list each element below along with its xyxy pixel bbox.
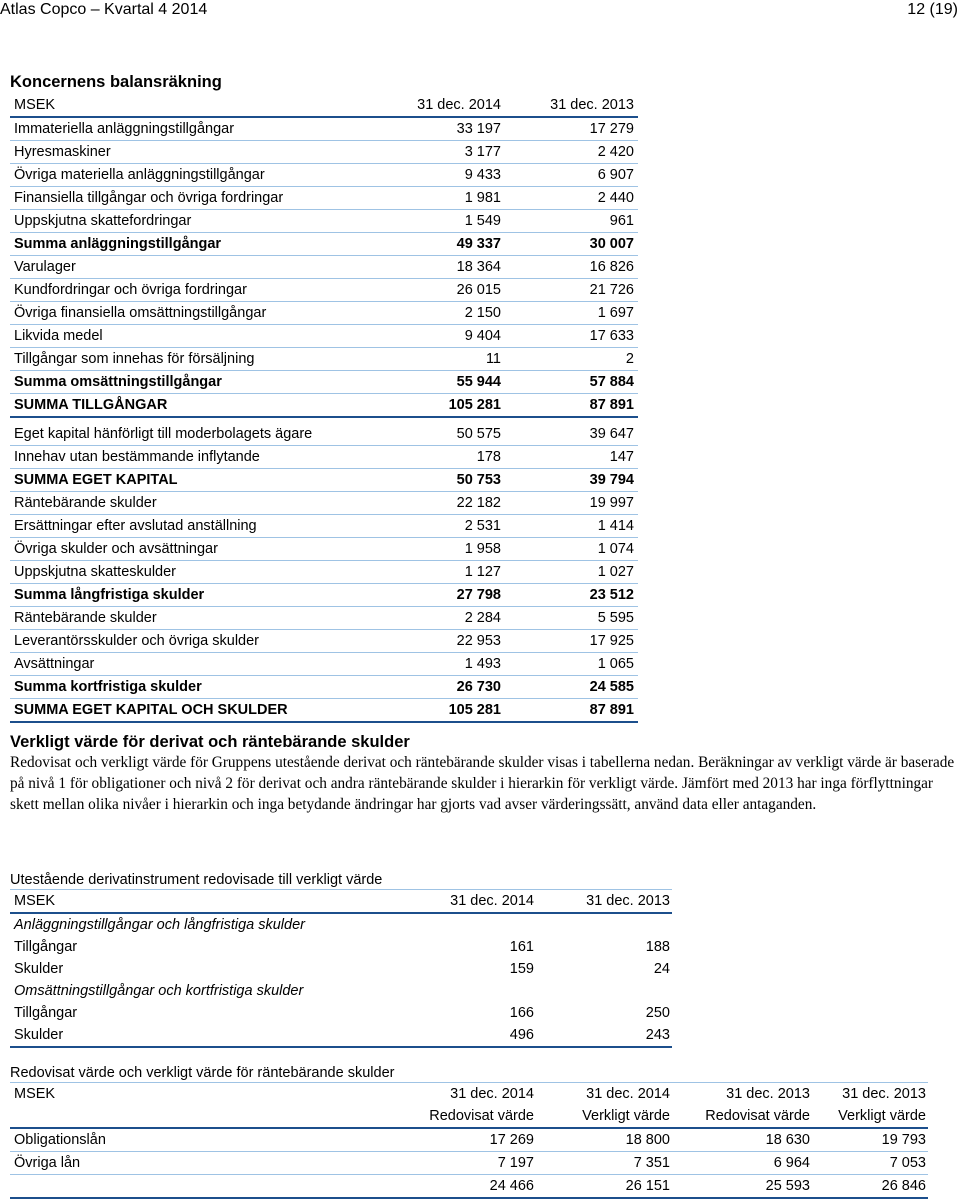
value-2014: 1 549 (464, 213, 501, 229)
value-2014: 178 (476, 449, 501, 465)
table-row (10, 256, 638, 279)
value-2014: 11 (485, 351, 501, 367)
value-2013: 1 414 (597, 518, 634, 534)
value-2014: 50 753 (456, 472, 501, 488)
value-2013: 16 826 (589, 259, 634, 275)
table-row (10, 279, 638, 302)
row-label: Uppskjutna skatteskulder (14, 564, 176, 580)
value-2014: 2 284 (464, 610, 501, 626)
row-label: Summa anläggningstillgångar (14, 236, 222, 252)
value-2013: 57 884 (589, 374, 634, 390)
value-2014: 49 337 (456, 236, 501, 252)
group-label: Anläggningstillgångar och långfristiga skulder (14, 917, 305, 933)
row-label: Likvida medel (14, 328, 103, 344)
value-2013: 2 440 (597, 190, 634, 206)
table-row (10, 302, 638, 325)
table-header-row (10, 94, 638, 118)
table-header-row (10, 889, 672, 914)
table-subheader-row (10, 1105, 928, 1129)
value-2013: 961 (609, 213, 634, 229)
value-2014: 105 281 (448, 397, 501, 413)
value: 18 630 (765, 1132, 810, 1148)
subtotal-row (10, 584, 638, 607)
header-date-3: 31 dec. 2013 (726, 1086, 810, 1102)
row-label: Innehav utan bestämmande inflytande (14, 449, 260, 465)
header-msek: MSEK (14, 97, 56, 113)
table-row (10, 515, 638, 538)
value-2014: 1 493 (464, 656, 501, 672)
value: 19 793 (881, 1132, 926, 1148)
row-label: Eget kapital hänförligt till moderbolagets ägare (14, 426, 313, 442)
table-row (10, 1002, 672, 1024)
value-2014: 9 404 (464, 328, 501, 344)
value-2013: 1 027 (597, 564, 634, 580)
value-2013: 243 (645, 1027, 670, 1043)
value-2014: 159 (509, 961, 534, 977)
row-label: Övriga lån (14, 1155, 81, 1171)
subheader-book-value-2014: Redovisat värde (429, 1108, 534, 1124)
fair-value-table-title: Redovisat värde och verkligt värde för räntebärande skulder (10, 1065, 395, 1081)
group-label: Omsättningstillgångar och kortfristiga skulder (14, 983, 304, 999)
subtotal-row (10, 469, 638, 492)
value-2013: 6 907 (597, 167, 634, 183)
value-2014: 161 (509, 939, 534, 955)
table-row (10, 958, 672, 980)
header-2014: 31 dec. 2014 (450, 893, 534, 909)
value-2013: 250 (645, 1005, 670, 1021)
value-2013: 2 420 (597, 144, 634, 160)
row-label: Tillgångar som innehas för försäljning (14, 351, 255, 367)
table-row (10, 325, 638, 348)
group-heading (10, 914, 672, 936)
fair-value-section-title: Verkligt värde för derivat och räntebärande skulder (10, 733, 410, 751)
value: 7 053 (889, 1155, 926, 1171)
value: 26 846 (881, 1178, 926, 1194)
row-label: Tillgångar (14, 939, 78, 955)
table-row (10, 1152, 928, 1175)
table-row (10, 1129, 928, 1152)
header-2013: 31 dec. 2013 (586, 893, 670, 909)
table-row (10, 348, 638, 371)
row-label: Summa omsättningstillgångar (14, 374, 222, 390)
row-label: Avsättningar (14, 656, 95, 672)
row-label: Kundfordringar och övriga fordringar (14, 282, 247, 298)
value-2013: 23 512 (589, 587, 634, 603)
fair-value-paragraph: Redovisat och verkligt värde för Gruppens utestående derivat och räntebärande skulder visas i tabellerna nedan. Beräkningar av verkligt värde är baserade på nivå 1 för obligationer och nivå 2 för derivat och andra räntebärande skulder i hierarkin för verkligt värde. Jämfört med 2013 har inga förflyttningar skett mellan olika nivåer i hierarkin och inga betydande ändringar har gjorts vad avser värderingssätt, använd data eller antaganden. (10, 754, 955, 814)
row-label: Obligationslån (14, 1132, 106, 1148)
header-msek: MSEK (14, 1086, 56, 1102)
page-number: 12 (19) (907, 1, 958, 18)
value-2014: 2 150 (464, 305, 501, 321)
table-row (10, 118, 638, 141)
value-2013: 1 065 (597, 656, 634, 672)
row-label: Skulder (14, 1027, 64, 1043)
header-2013: 31 dec. 2013 (550, 97, 634, 113)
row-label: Summa kortfristiga skulder (14, 679, 202, 695)
header-2014: 31 dec. 2014 (417, 97, 501, 113)
value-2014: 22 182 (456, 495, 501, 511)
total-row (10, 1175, 928, 1199)
table-row (10, 630, 638, 653)
value-2013: 5 595 (597, 610, 634, 626)
total-row (10, 394, 638, 418)
value-2014: 26 730 (456, 679, 501, 695)
row-label: Ersättningar efter avslutad anställning (14, 518, 257, 534)
balance-sheet-title: Koncernens balansräkning (10, 73, 222, 91)
table-row (10, 423, 638, 446)
row-label: Hyresmaskiner (14, 144, 111, 160)
value: 17 269 (489, 1132, 534, 1148)
row-label: SUMMA TILLGÅNGAR (14, 397, 168, 413)
row-label: SUMMA EGET KAPITAL (14, 472, 178, 488)
value-2014: 50 575 (456, 426, 501, 442)
balance-sheet-assets-table (10, 94, 638, 418)
value-2013: 1 697 (597, 305, 634, 321)
table-row (10, 164, 638, 187)
header-date-2: 31 dec. 2014 (586, 1086, 670, 1102)
row-label: Varulager (14, 259, 76, 275)
row-label: Skulder (14, 961, 64, 977)
header-date-4: 31 dec. 2013 (842, 1086, 926, 1102)
value-2014: 166 (509, 1005, 534, 1021)
row-label: Leverantörsskulder och övriga skulder (14, 633, 260, 649)
value-2014: 2 531 (464, 518, 501, 534)
value-2014: 1 958 (464, 541, 501, 557)
table-header-row (10, 1082, 928, 1105)
row-label: Summa långfristiga skulder (14, 587, 205, 603)
value-2014: 105 281 (448, 702, 501, 718)
row-label: SUMMA EGET KAPITAL OCH SKULDER (14, 702, 288, 718)
row-label: Räntebärande skulder (14, 610, 157, 626)
table-row (10, 538, 638, 561)
value-2013: 87 891 (589, 702, 634, 718)
value-2013: 87 891 (589, 397, 634, 413)
header-date-1: 31 dec. 2014 (450, 1086, 534, 1102)
row-label: Övriga materiella anläggningstillgångar (14, 167, 265, 183)
derivatives-table-title: Utestående derivatinstrument redovisade till verkligt värde (10, 872, 383, 888)
table-row (10, 1024, 672, 1048)
row-label: Övriga skulder och avsättningar (14, 541, 218, 557)
value-2013: 17 925 (589, 633, 634, 649)
value-2014: 22 953 (456, 633, 501, 649)
document-title: Atlas Copco – Kvartal 4 2014 (0, 1, 208, 18)
value-2014: 27 798 (456, 587, 501, 603)
value-2014: 1 127 (464, 564, 501, 580)
row-label: Uppskjutna skattefordringar (14, 213, 192, 229)
value-2013: 24 (653, 961, 670, 977)
value-2013: 188 (645, 939, 670, 955)
value-2013: 24 585 (589, 679, 634, 695)
value: 24 466 (489, 1178, 534, 1194)
value-2014: 9 433 (464, 167, 501, 183)
row-label: Räntebärande skulder (14, 495, 157, 511)
subheader-book-value-2013: Redovisat värde (705, 1108, 810, 1124)
subtotal-row (10, 676, 638, 699)
derivatives-table (10, 889, 672, 1048)
value-2014: 1 981 (464, 190, 501, 206)
value-2014: 496 (509, 1027, 534, 1043)
value: 25 593 (765, 1178, 810, 1194)
value-2013: 19 997 (589, 495, 634, 511)
row-label: Övriga finansiella omsättningstillgångar (14, 305, 267, 321)
table-row (10, 141, 638, 164)
group-heading (10, 980, 672, 1002)
fair-value-table (10, 1082, 928, 1199)
table-row (10, 187, 638, 210)
header-msek: MSEK (14, 893, 56, 909)
value-2013: 1 074 (597, 541, 634, 557)
value-2013: 21 726 (589, 282, 634, 298)
table-row (10, 210, 638, 233)
subheader-fair-value-2013: Verkligt värde (838, 1108, 926, 1124)
row-label: Finansiella tillgångar och övriga fordringar (14, 190, 284, 206)
subtotal-row (10, 371, 638, 394)
value-2014: 55 944 (456, 374, 501, 390)
balance-sheet-equity-liabilities-table (10, 423, 638, 723)
table-row (10, 653, 638, 676)
value-2014: 3 177 (464, 144, 501, 160)
table-row (10, 446, 638, 469)
total-row (10, 699, 638, 723)
value-2013: 2 (625, 351, 634, 367)
subtotal-row (10, 233, 638, 256)
row-label: Immateriella anläggningstillgångar (14, 121, 235, 137)
subheader-fair-value-2014: Verkligt värde (582, 1108, 670, 1124)
value-2014: 33 197 (456, 121, 501, 137)
value-2014: 26 015 (456, 282, 501, 298)
value-2013: 17 279 (589, 121, 634, 137)
value: 6 964 (773, 1155, 810, 1171)
row-label: Tillgångar (14, 1005, 78, 1021)
value: 7 351 (633, 1155, 670, 1171)
table-row (10, 936, 672, 958)
value-2013: 147 (609, 449, 634, 465)
table-row (10, 561, 638, 584)
value-2013: 39 647 (589, 426, 634, 442)
value: 26 151 (625, 1178, 670, 1194)
value-2013: 39 794 (589, 472, 634, 488)
value: 18 800 (625, 1132, 670, 1148)
table-row (10, 607, 638, 630)
value-2013: 17 633 (589, 328, 634, 344)
value-2013: 30 007 (589, 236, 634, 252)
table-row (10, 492, 638, 515)
value: 7 197 (497, 1155, 534, 1171)
value-2014: 18 364 (456, 259, 501, 275)
page-header (0, 0, 960, 22)
